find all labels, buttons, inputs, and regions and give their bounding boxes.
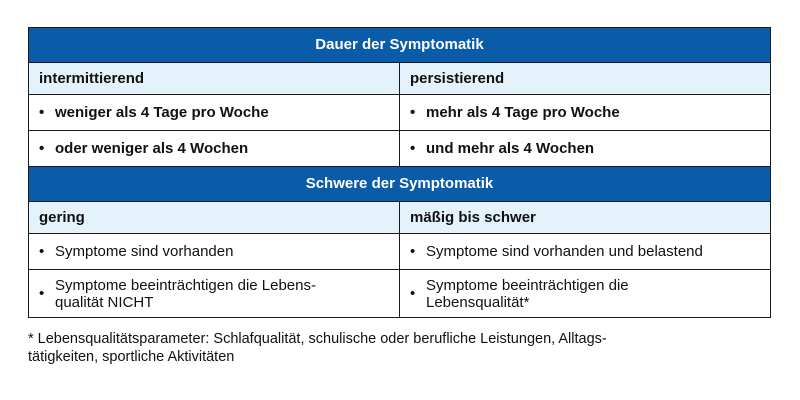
footnote: * Lebensqualitätsparameter: Schlafqualität, schulische oder berufliche Leistungen, Alltags- tätigkeiten, sportliche Aktivitäten <box>28 331 607 365</box>
cell-text: Symptome sind vorhanden und belastend <box>426 243 703 260</box>
table-cell <box>29 95 400 130</box>
table-row <box>29 95 770 131</box>
column-title-mild: gering <box>29 202 400 233</box>
column-title-moderate-severe: mäßig bis schwer <box>410 209 536 226</box>
table-row <box>29 234 770 270</box>
table-cell <box>400 270 770 317</box>
bullet-icon: • <box>39 243 45 260</box>
section-header-severity: Schwere der Symptomatik <box>29 167 770 202</box>
table-cell <box>29 270 400 317</box>
cell-text: und mehr als 4 Wochen <box>426 140 595 157</box>
cell-text: oder weniger als 4 Wochen <box>55 140 249 157</box>
cell-text: Symptome beeinträchtigen die Lebens- qualität NICHT <box>55 276 316 311</box>
table-cell <box>400 234 770 269</box>
column-title-intermittent: intermittierend <box>29 63 400 94</box>
table-cell <box>400 131 770 166</box>
table-cell <box>400 95 770 130</box>
cell-text: Symptome sind vorhanden <box>55 243 234 260</box>
cell-text: Symptome beeinträchtigen die Lebensqualität* <box>426 276 629 311</box>
cell-text: weniger als 4 Tage pro Woche <box>55 104 269 121</box>
bullet-icon: • <box>410 243 416 260</box>
symptom-classification-table <box>28 27 771 318</box>
subheader-row-duration <box>29 63 770 95</box>
bullet-icon: • <box>39 104 45 121</box>
cell-text: mehr als 4 Tage pro Woche <box>426 104 620 121</box>
bullet-icon: • <box>39 140 45 157</box>
bullet-icon: • <box>39 285 45 302</box>
section-header-duration: Dauer der Symptomatik <box>29 28 770 63</box>
table-row <box>29 270 770 317</box>
table-cell <box>29 234 400 269</box>
bullet-icon: • <box>410 140 416 157</box>
table-cell <box>29 131 400 166</box>
table-row <box>29 131 770 167</box>
bullet-icon: • <box>410 104 416 121</box>
column-title-persistent: persistierend <box>410 70 505 87</box>
subheader-row-severity <box>29 202 770 234</box>
bullet-icon: • <box>410 285 416 302</box>
